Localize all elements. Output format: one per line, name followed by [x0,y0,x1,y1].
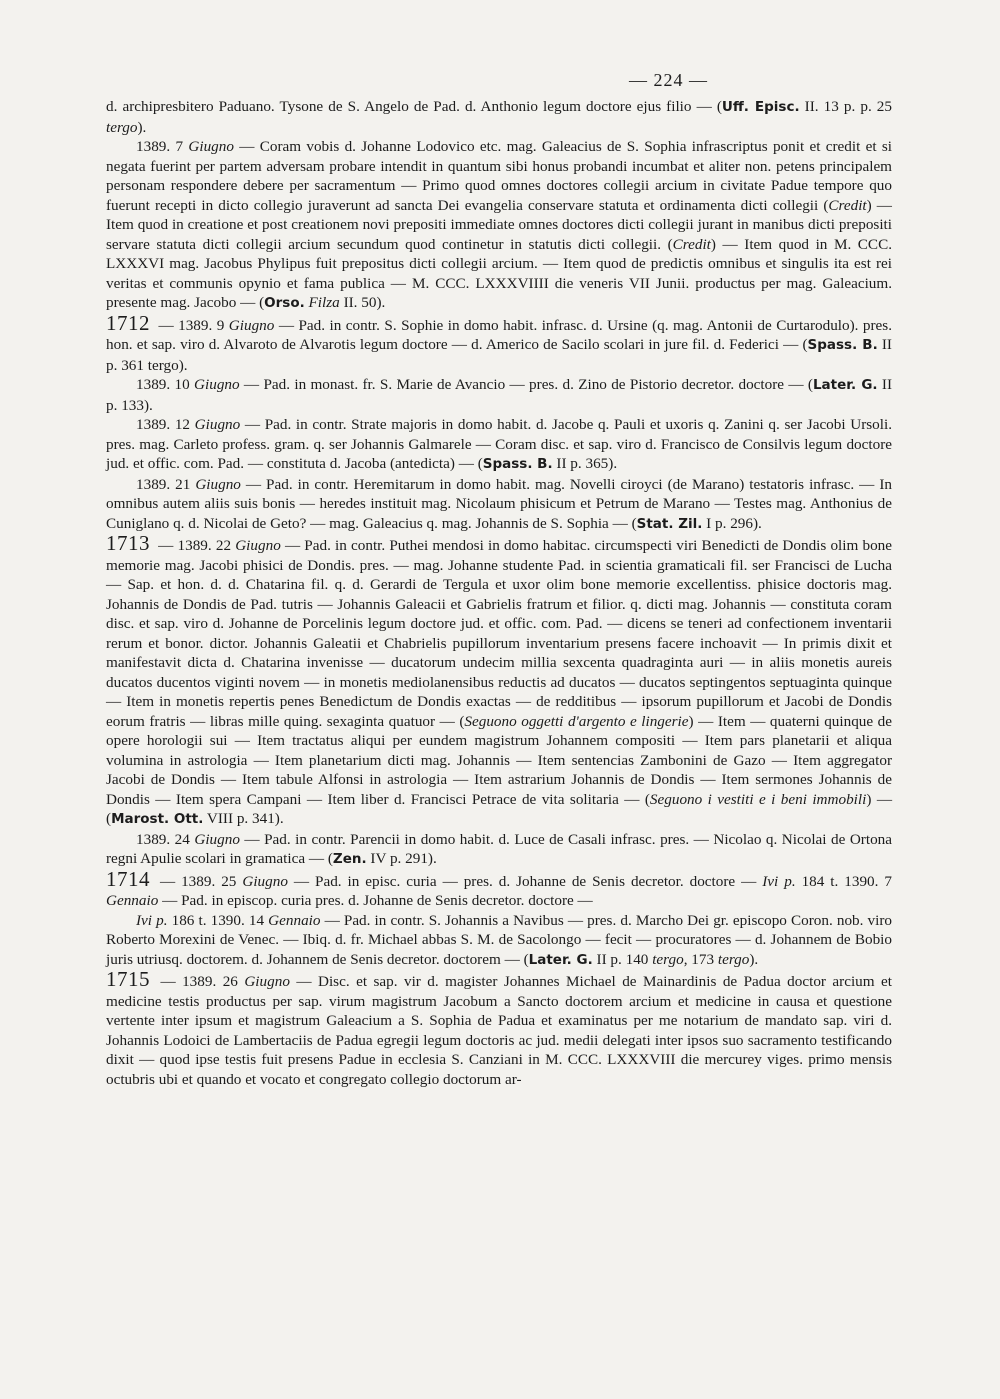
italic-text: Giugno [244,973,290,990]
document-entry [106,967,892,1089]
text-run: ) — Item — quaterni quinque de opere horologii sui — Item tractatus aliqui per eundem magistrum Johannem compositi — Item pars planetarii et aliqua volumina in astrologia — Item planetarium dicti mag. Johannis — Item sentencias Zambonini de Gazo — Item aggregator Jacobi de Dondis — Item tabule Alfonsi in astrologia — Item astrarium Johannis de Dondis — Item sermones Johannis de Dondis — Item spera Campani — Item liber d. Francisci Petrace de vita solitaria — ( [106,712,892,808]
text-run: 1389. 7 [136,138,189,155]
document-body [106,97,892,1089]
page-number: — 224 — [629,70,708,90]
italic-text: tergo [106,118,138,136]
text-run: — Pad. in contr. Heremitarum in domo habit. mag. Novelli ciroyci (de Marano) testatoris infrasc. — In omnibus autem aliis suis bonis — heredes instituit mag. Nicolaum phisicum et Petrum de Marano — Testes mag. Anthonius de Cuniglano q. d. Nicolai de Geto? — mag. Galeacius q. mag. Johannis de S. Sophia — ( [106,475,892,532]
text-run: — 1389. 22 [154,537,236,554]
text-run: — Pad. in contr. S. Johannis a Navibus — pres. d. Marcho Dei gr. episcopo Coron. nob. viro Roberto Morexini de Venec. — Ibiq. d. fr. Michael abbas S. M. de Sacolongo — fecit — procuratores — d. Johannem de Bobio juris utriusq. doctorem. d. Johannem de Senis decretor. doctorem — ( [106,911,892,968]
text-run: I p. 296). [702,514,762,532]
source-reference: Stat. Zil. [636,515,703,532]
document-paragraph [106,911,892,971]
document-entry [106,866,892,911]
italic-text: Giugno [194,416,241,433]
entry-number: 1715 [106,967,150,991]
italic-text: Giugno [228,316,275,334]
italic-text: Giugno [194,376,240,393]
text-run: ) — ( [106,790,893,827]
text-run: 1389. 24 [136,830,195,848]
text-run: 186 t. 1390. 14 [167,911,269,929]
source-reference: Later. G. [528,951,593,968]
italic-text: Filza [308,294,340,311]
document-entry [106,531,893,830]
text-run: — Coram vobis d. Johanne Lodovico etc. mag. Galeacius de S. Sophia infrascriptus ponit et credit et si negata fuerint per partem adversam probare intendit in quantum sibi honus probandi incumbat et aliter non. petens principalem personam respondere debere per sacramentum — Primo quod omnes doctores collegii arcium in civitate Padue tempore quo fuerunt recepti in dicto collegio juraverunt ad sancta Dei evangelia conservare statuta et ordinamenta dicti collegii ( [106,138,892,214]
text-run: ) — Item quod in M. CCC. LXXXVI mag. Jacobus Phylipus fuit prepositus dicti collegii arcium. — Item quod de predictis omnibus et singulis ita est rei veritas et communis opynio et fama publica — M. CCC. LXXXVIIII die veneris VII Junii. productus per mag. Galeacium. presente mag. Jacobo — ( [106,235,892,311]
italic-text: Credit [828,196,867,214]
document-paragraph [106,375,892,415]
italic-text: Gennaio [268,911,321,929]
text-run: — Pad. in contr. Parencii in domo habit. d. Luce de Casali infrasc. pres. — Nicolao q. Nicolai de Ortona regni Apulie scolari in gramatica — ( [106,830,893,867]
document-entry [106,310,893,376]
text-run: — Pad. in contr. Strate majoris in domo habit. d. Jacobe q. Pauli et uxoris q. Zanini q. ser Jacobi Ursoli. pres. mag. Carleto profess. gram. q. ser Johannis Galmarele — Coram disc. et sap. viro d. Francisco de Consilvis legum doctore jud. et offic. com. Pad. — constituta d. Jacoba (antedicta) — ( [106,416,893,472]
text-run: ) — Item quod in creatione et post creationem novi prepositi immediate omnes doctores dicti collegii jurant in manibus dicti prepositi servare statuta dicti collegii arcium secundum quod continetur in statutis dicti collegii. ( [106,196,892,253]
source-reference: Marost. Ott. [111,811,204,827]
italic-text: Ivi p. [136,911,168,929]
text-run: — Pad. in contr. Puthei mendosi in domo habitac. circumspecti viri Benedicti de Dondis olim bone memorie mag. Jacobi phisici de Dondis. pres. — mag. Johanne studente Pad. in scientia gramaticali fil. ser Francisci de Lucha — Sap. et hon. d. d. Chatarina fil. q. d. Gerardi de Tergula et uxor olim bone memorie excellentiss. phisice doctoris mag. Johannis de Dondis de Pad. tutris — Johannis Galeacii et Gabrielis fratrum et filior. q. dicti mag. Johannis — constituta coram disc. et sap. viro d. Johanne de Porcelinis legum doctore jud. et offic. com. Pad. — dicens se teneri ad confectionem inventarii rerum et bonor. dictor. Johannis Galeatii et Chabrielis pupillorum inventarium presens facere inchoavit — In primis dixit et manifestavit dicta d. Chatarina invenisse — ducatorum undecim millia sexcenta quadraginta auri — in aliis monetis aureis ducatos ducentos viginti novem — in monetis mediolanensibus reductis ad ducatos — ducatos septingentos septuaginta quinque — Item in monetis repertis penes Benedictum de Dondis exactas — de redditibus — ipsorum pupillorum et Jacobi de Dondis eorum fratris — libras mille quing. sexaginta quatuor — ( [106,537,892,730]
text-run: — Pad. in contr. S. Sophie in domo habit. infrasc. d. Ursine (q. mag. Antonii de Curtarodulo). pres. hon. et sap. viro d. Alvaroto de Alvarotis legum doctore — d. Americo de Sacilo scolari in jure fil. d. Federici — ( [106,316,893,353]
text-run: 1389. 21 [136,475,196,493]
text-run: IV p. 291). [366,850,437,867]
italic-text: Giugno [242,872,288,890]
italic-text: Ivi p. [762,872,796,890]
italic-text: Seguono oggetti d'argento e lingerie [464,712,689,730]
italic-text: Giugno [188,138,234,155]
italic-text: Seguono i vestiti e i beni immobili [649,790,867,808]
italic-text: Giugno [195,475,241,493]
source-reference: Orso. [264,295,305,311]
italic-text: Giugno [194,830,240,848]
entry-number: 1712 [106,310,150,335]
text-run: — Pad. in episc. curia — pres. d. Johanne de Senis decretor. doctore — [287,872,763,890]
text-run: — Disc. et sap. vir d. magister Johannes Michael de Mainardinis de Padua doctor arcium et medicine testis productus per sap. virum magistrum Jacobum a Sancto doctorem arcium et medicine in causa et questione vertente inter ipsum et magistrum Galeacium a S. Sophia de Padua et examinatus per me notarium de mandato sap. viri d. Johannis Lodoici de Lambertaciis de Padua egregii legum doctoris ac jud. medii delegati inter ipsos suo sacramento testificando dixit — quod ipse testis fuit presens Padue in ecclesia S. Canziani in M. CCC. LXXXVIII die mercurey viges. primo mensis octubris ubi et quando et vocato et congregato collegio doctorum ar- [106,973,892,1088]
text-run: , 173 [683,950,718,968]
text-run: II. 50). [339,294,386,311]
document-paragraph [106,137,892,314]
text-run: II. 13 p. p. 25 [799,98,892,115]
source-reference: Spass. B. [482,456,553,472]
source-reference: Later. G. [812,377,878,393]
entry-number: 1713 [106,531,150,555]
text-run: II p. 361 tergo). [106,336,892,374]
text-run: 1389. 10 [136,376,195,393]
text-run: — 1389. 25 [154,872,243,890]
text-run: 184 t. 1390. 7 [795,872,892,890]
text-run: — 1389. 26 [154,973,245,990]
italic-text: tergo [717,950,750,968]
text-run: II p. 365). [552,455,618,472]
text-run: ). [137,118,147,136]
italic-text: Giugno [235,537,281,554]
text-run: ). [749,950,759,968]
text-run: — Pad. in episcop. curia pres. d. Johanne de Senis decretor. doctore — [158,892,593,909]
italic-text: tergo [652,950,684,968]
text-run: II p. 140 [592,950,653,968]
italic-text: Credit [672,235,711,253]
document-paragraph [106,830,892,870]
text-run: — 1389. 9 [154,316,229,334]
document-paragraph [106,97,892,137]
italic-text: Gennaio [106,892,159,909]
source-reference: Spass. B. [807,337,878,353]
document-paragraph [106,475,892,535]
text-run: VIII p. 341). [203,810,284,827]
text-run: — Pad. in monast. fr. S. Marie de Avancio — pres. d. Zino de Pistorio decretor. doctore — ( [239,376,813,393]
source-reference: Zen. [332,851,367,867]
text-run: II p. 133). [106,376,893,414]
source-reference: Uff. Episc. [721,99,800,115]
text-run: 1389. 12 [136,416,195,433]
text-run: d. archipresbitero Paduano. Tysone de S. Angelo de Pad. d. Anthonio legum doctore ejus filio — ( [106,98,722,115]
entry-number: 1714 [106,866,150,891]
document-paragraph [106,415,892,475]
